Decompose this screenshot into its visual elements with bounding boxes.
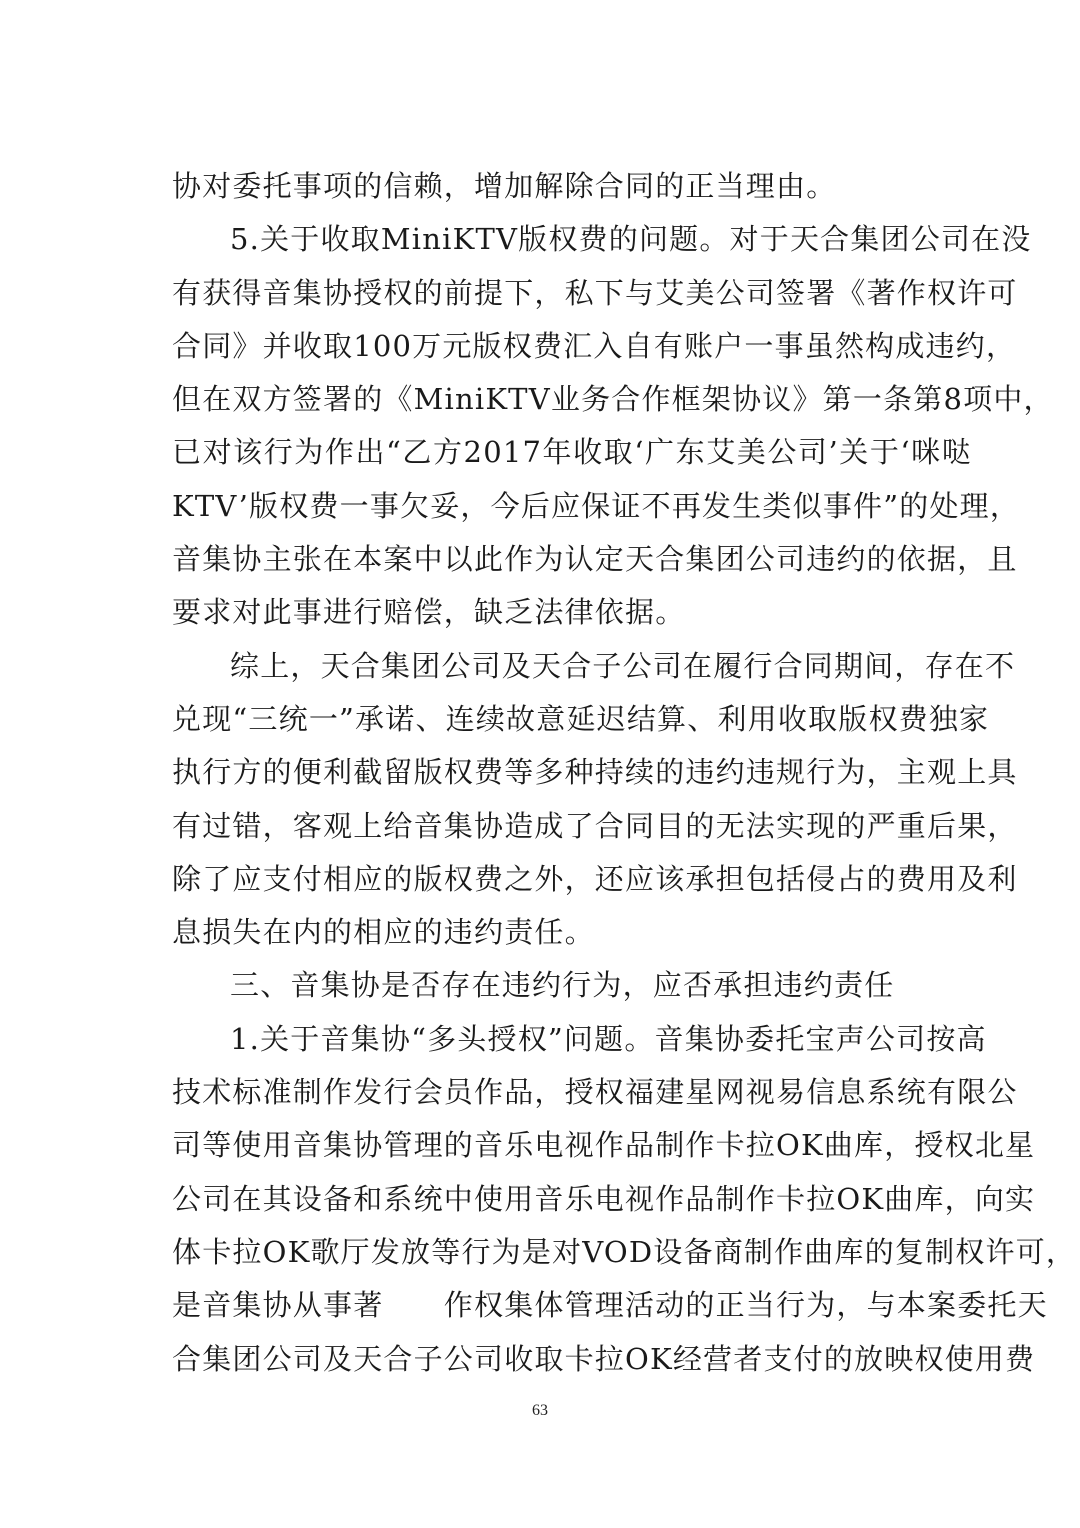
text-line: 司等使用音集协管理的音乐电视作品制作卡拉OK曲库，授权北星 — [172, 1128, 1036, 1163]
page-number: 63 — [532, 1402, 548, 1419]
text-line: 合集团公司及天合子公司收取卡拉OK经营者支付的放映权使用费 — [172, 1341, 1036, 1376]
text-line: 技术标准制作发行会员作品，授权福建星网视易信息系统有限公 — [172, 1075, 1018, 1110]
text-line: 体卡拉OK歌厅发放等行为是对VOD设备商制作曲库的复制权许可， — [172, 1234, 1077, 1269]
text-line: 有过错，客观上给音集协造成了合同目的无法实现的严重后果， — [172, 808, 1018, 843]
text-line: 是音集协从事著 作权集体管理活动的正当行为，与本案委托天 — [172, 1288, 1048, 1323]
text-line: 音集协主张在本案中以此作为认定天合集团公司违约的依据，且 — [172, 542, 1018, 577]
text-line: 公司在其设备和系统中使用音乐电视作品制作卡拉OK曲库，向实 — [172, 1181, 1036, 1216]
text-line: KTV’版权费一事欠妥，今后应保证不再发生类似事件”的处理， — [172, 488, 1021, 523]
text-line: 息损失在内的相应的违约责任。 — [172, 915, 595, 950]
text-line: 合同》并收取100万元版权费汇入自有账户一事虽然构成违约， — [172, 328, 1017, 363]
text-line: 有获得音集协授权的前提下，私下与艾美公司签署《著作权许可 — [172, 275, 1018, 310]
text-line: 已对该行为作出“乙方2017年收取‘广东艾美公司’关于‘咪哒 — [172, 435, 972, 470]
text-line: 1.关于音集协“多头授权”问题。音集协委托宝声公司按高 — [230, 1021, 987, 1056]
body-text — [172, 169, 1077, 1412]
text-line: 要求对此事进行赔偿，缺乏法律依据。 — [172, 595, 686, 630]
text-line: 综上，天合集团公司及天合子公司在履行合同期间，存在不 — [230, 648, 1016, 683]
text-line: 除了应支付相应的版权费之外，还应该承担包括侵占的费用及利 — [172, 861, 1018, 896]
text-line: 5.关于收取MiniKTV版权费的问题。对于天合集团公司在没 — [230, 222, 1032, 257]
text-line: 但在双方签署的《MiniKTV业务合作框架协议》第一条第8项中， — [172, 382, 1054, 417]
text-line: 兑现“三统一”承诺、连续故意延迟结算、利用收取版权费独家 — [172, 701, 990, 736]
section-heading: 三、音集协是否存在违约行为，应否承担违约责任 — [230, 968, 895, 1003]
text-line: 协对委托事项的信赖，增加解除合同的正当理由。 — [172, 169, 837, 203]
text-line: 执行方的便利截留版权费等多种持续的违约违规行为，主观上具 — [172, 755, 1018, 790]
